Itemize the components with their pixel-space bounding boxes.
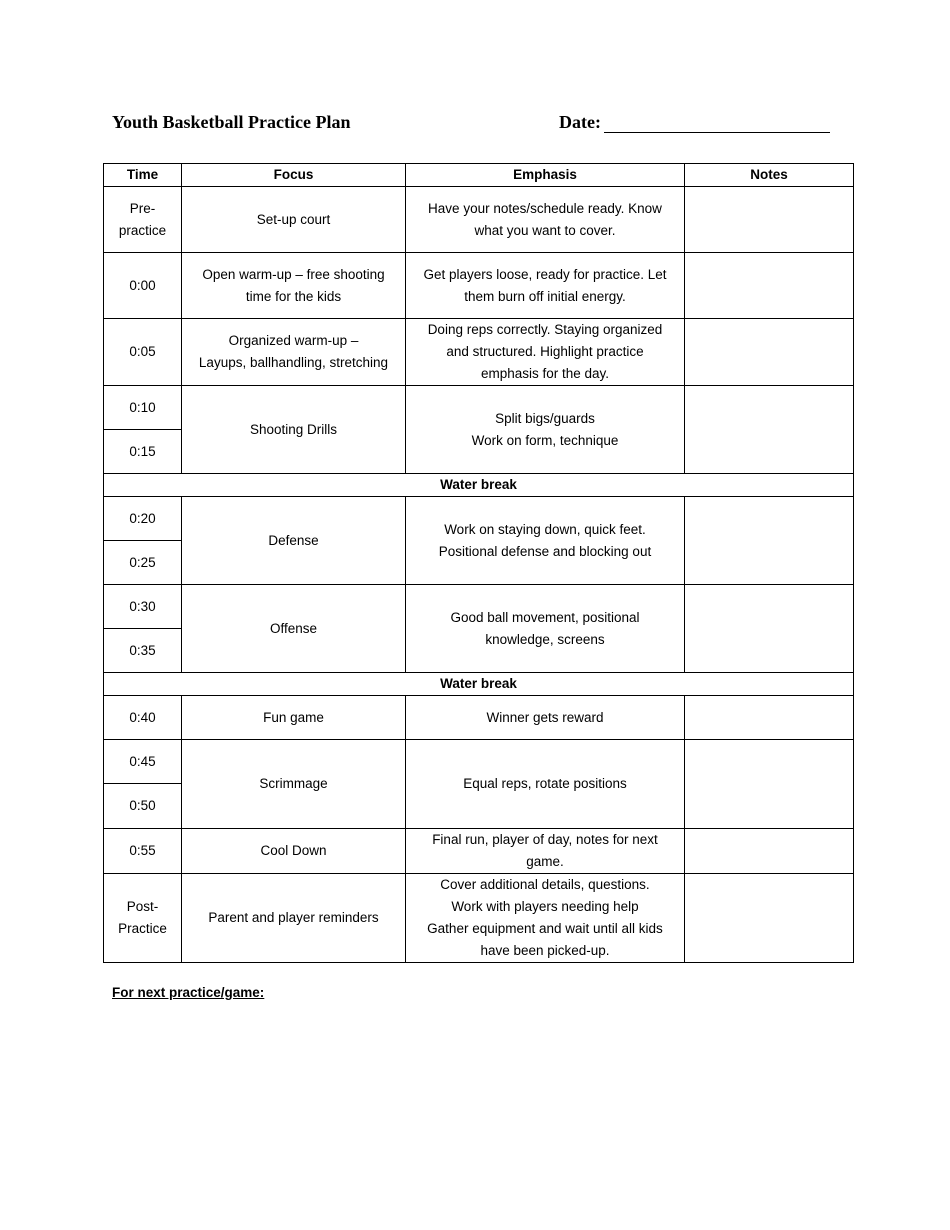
- water-break-label: Water break: [104, 673, 854, 696]
- emphasis-cell: [406, 187, 685, 253]
- time-cell: 0:50: [104, 784, 182, 829]
- time-cell: 0:00: [104, 253, 182, 319]
- focus-text: time for the kids: [245, 288, 342, 304]
- water-break-label: Water break: [104, 474, 854, 497]
- time-text: practice: [118, 222, 167, 238]
- emphasis-cell: [406, 585, 685, 673]
- emphasis-text: Good ball movement, positional: [450, 609, 640, 625]
- practice-plan-table: [103, 163, 854, 963]
- focus-text: Organized warm-up –: [228, 333, 359, 348]
- emphasis-text: have been picked-up.: [480, 943, 610, 958]
- table-row: [104, 497, 854, 541]
- emphasis-cell: [406, 874, 685, 963]
- table-row: [104, 829, 854, 874]
- time-cell: 0:45: [104, 740, 182, 784]
- column-header-emphasis: Emphasis: [406, 164, 685, 187]
- time-text: Pre-: [129, 200, 156, 216]
- notes-cell[interactable]: [685, 319, 854, 386]
- table-row: [104, 585, 854, 629]
- date-field-line: [604, 132, 830, 133]
- time-cell: 0:10: [104, 386, 182, 430]
- table-row: [104, 696, 854, 740]
- focus-cell: Scrimmage: [182, 740, 406, 829]
- table-row: [104, 740, 854, 784]
- emphasis-cell: [406, 829, 685, 874]
- time-cell: 0:35: [104, 629, 182, 673]
- time-cell: 0:30: [104, 585, 182, 629]
- focus-cell: [182, 319, 406, 386]
- date-label: Date:: [559, 112, 601, 132]
- table-row: [104, 187, 854, 253]
- page-title: Youth Basketball Practice Plan: [112, 112, 351, 132]
- emphasis-cell: Equal reps, rotate positions: [406, 740, 685, 829]
- time-cell: 0:40: [104, 696, 182, 740]
- focus-text: Open warm-up – free shooting: [202, 266, 385, 282]
- column-header-focus: Focus: [182, 164, 406, 187]
- time-cell: 0:15: [104, 430, 182, 474]
- time-text: Post-: [126, 899, 159, 914]
- emphasis-text: Gather equipment and wait until all kids: [427, 921, 663, 936]
- table-row: [104, 319, 854, 386]
- emphasis-cell: [406, 253, 685, 319]
- emphasis-text: knowledge, screens: [485, 631, 605, 647]
- emphasis-text: Work with players needing help: [451, 899, 639, 914]
- time-cell: 0:20: [104, 497, 182, 541]
- notes-cell[interactable]: [685, 386, 854, 474]
- table-row: [104, 253, 854, 319]
- time-cell: 0:05: [104, 319, 182, 386]
- focus-cell: [182, 187, 406, 253]
- time-cell: 0:25: [104, 541, 182, 585]
- emphasis-text: and structured. Highlight practice: [446, 344, 644, 359]
- focus-cell: Defense: [182, 497, 406, 585]
- focus-text: Layups, ballhandling, stretching: [198, 355, 389, 370]
- emphasis-cell: [406, 386, 685, 474]
- focus-cell: Fun game: [182, 696, 406, 740]
- focus-text: Set-up court: [256, 211, 331, 227]
- column-header-notes: Notes: [685, 164, 854, 187]
- notes-cell[interactable]: [685, 253, 854, 319]
- notes-cell[interactable]: [685, 874, 854, 963]
- focus-cell: Shooting Drills: [182, 386, 406, 474]
- time-cell: 0:55: [104, 829, 182, 874]
- notes-cell[interactable]: [685, 696, 854, 740]
- emphasis-text: Final run, player of day, notes for next: [432, 832, 658, 847]
- column-header-time: Time: [104, 164, 182, 187]
- emphasis-cell: [406, 319, 685, 386]
- focus-cell: Offense: [182, 585, 406, 673]
- notes-cell[interactable]: [685, 187, 854, 253]
- emphasis-text: Positional defense and blocking out: [438, 543, 652, 559]
- focus-cell: Parent and player reminders: [182, 874, 406, 963]
- notes-cell[interactable]: [685, 740, 854, 829]
- water-break-row: [104, 673, 854, 696]
- focus-cell: [182, 253, 406, 319]
- emphasis-text: what you want to cover.: [474, 222, 616, 238]
- table-row: [104, 874, 854, 963]
- emphasis-text: Split bigs/guards: [495, 410, 595, 426]
- notes-cell[interactable]: [685, 497, 854, 585]
- emphasis-cell: [406, 497, 685, 585]
- time-text: Practice: [118, 921, 167, 936]
- emphasis-text: emphasis for the day.: [480, 366, 610, 381]
- water-break-row: [104, 474, 854, 497]
- table-row: [104, 386, 854, 430]
- focus-cell: Cool Down: [182, 829, 406, 874]
- emphasis-text: Have your notes/schedule ready. Know: [428, 200, 662, 216]
- emphasis-text: Work on staying down, quick feet.: [444, 521, 646, 537]
- next-practice-label: For next practice/game:: [112, 985, 265, 1000]
- notes-cell[interactable]: [685, 829, 854, 874]
- emphasis-text: Work on form, technique: [471, 432, 619, 448]
- emphasis-text: Doing reps correctly. Staying organized: [427, 322, 663, 337]
- time-cell: [104, 874, 182, 963]
- emphasis-cell: Winner gets reward: [406, 696, 685, 740]
- emphasis-text: Get players loose, ready for practice. Let: [423, 266, 667, 282]
- time-cell: [104, 187, 182, 253]
- emphasis-text: them burn off initial energy.: [464, 288, 626, 304]
- notes-cell[interactable]: [685, 585, 854, 673]
- emphasis-text: game.: [526, 854, 564, 869]
- emphasis-text: Cover additional details, questions.: [440, 877, 650, 892]
- table-header-row: [104, 164, 854, 187]
